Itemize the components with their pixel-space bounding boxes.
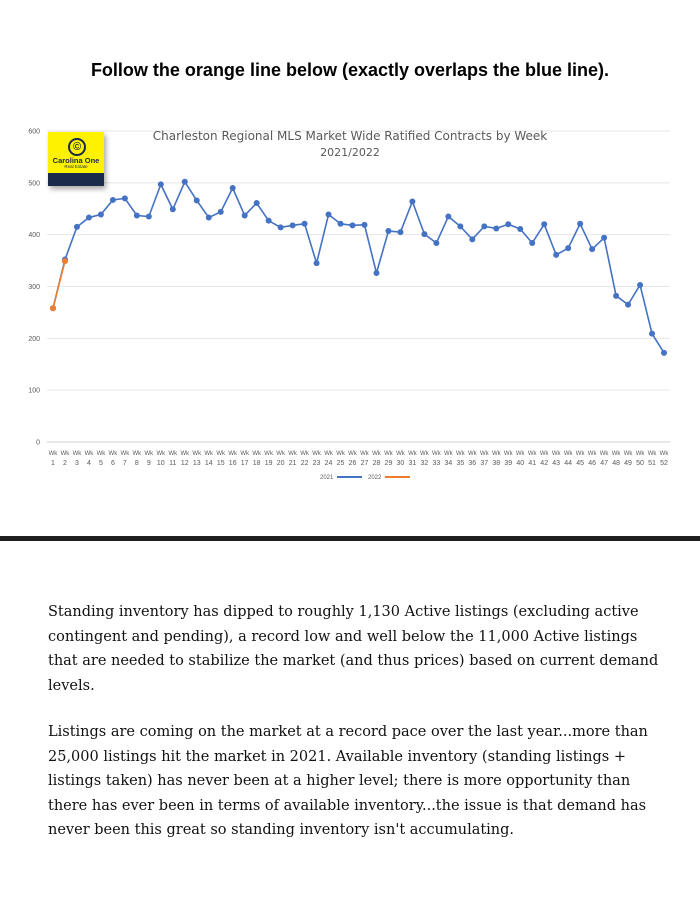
x-tick-prefix: Wk	[48, 451, 58, 457]
x-tick-prefix: Wk	[264, 451, 273, 457]
x-tick-prefix: Wk	[432, 451, 441, 457]
x-tick-prefix: Wk	[120, 451, 130, 457]
chart-subtitle: 2021/2022	[320, 146, 380, 159]
x-tick-prefix: Wk	[659, 451, 669, 457]
data-point-2021	[409, 198, 415, 204]
x-tick-prefix: Wk	[180, 451, 190, 457]
x-tick-prefix: Wk	[192, 451, 202, 457]
data-point-2021	[122, 195, 128, 201]
legend-label-2021: 2021	[320, 475, 334, 481]
data-point-2021	[445, 214, 451, 220]
y-tick-label: 600	[28, 128, 40, 136]
x-tick-label: 40	[516, 460, 525, 467]
x-tick-label: 37	[480, 460, 489, 467]
x-tick-prefix: Wk	[96, 451, 106, 457]
data-point-2021	[589, 246, 595, 252]
y-tick-label: 500	[28, 180, 40, 188]
data-point-2021	[481, 223, 487, 229]
x-tick-label: 45	[576, 460, 585, 467]
x-tick-label: 1	[51, 460, 55, 467]
data-point-2021	[457, 223, 463, 229]
data-point-2021	[649, 331, 655, 337]
x-tick-prefix: Wk	[408, 451, 417, 457]
y-tick-label: 200	[28, 335, 40, 343]
y-tick-label: 100	[28, 387, 40, 395]
x-tick-label: 21	[288, 460, 297, 467]
data-point-2021	[242, 212, 248, 218]
data-point-2021	[361, 222, 367, 228]
data-point-2021	[110, 197, 116, 203]
data-point-2021	[661, 350, 667, 356]
x-tick-label: 11	[169, 460, 177, 467]
x-tick-prefix: Wk	[467, 451, 477, 457]
x-tick-prefix: Wk	[503, 451, 513, 457]
x-tick-label: 2	[63, 460, 67, 467]
x-tick-label: 15	[216, 460, 225, 467]
x-tick-prefix: Wk	[312, 451, 321, 457]
x-tick-label: 23	[312, 460, 321, 467]
chart-svg	[0, 120, 700, 490]
data-point-2021	[290, 222, 296, 228]
data-point-2021	[505, 221, 511, 227]
x-tick-label: 10	[156, 460, 165, 467]
data-point-2021	[230, 185, 236, 191]
data-point-2021	[601, 235, 607, 241]
x-tick-label: 20	[276, 460, 285, 467]
x-tick-label: 42	[540, 460, 549, 467]
data-point-2021	[98, 211, 104, 217]
x-tick-prefix: Wk	[60, 451, 70, 457]
x-tick-label: 13	[192, 460, 201, 467]
x-tick-prefix: Wk	[444, 451, 453, 457]
x-tick-label: 46	[588, 460, 597, 467]
x-tick-label: 9	[146, 460, 151, 467]
x-tick-label: 14	[204, 460, 213, 467]
paragraph-inventory: Standing inventory has dipped to roughly 1,130 Active listings (excluding active contingent and pending), a record low and well below the 11,000 Active listings that are needed to stabilize the market (and thus prices) based on current demand levels.	[48, 604, 659, 694]
data-point-2021	[350, 222, 356, 228]
x-tick-prefix: Wk	[336, 451, 345, 457]
x-tick-label: 8	[134, 460, 139, 467]
x-tick-prefix: Wk	[599, 451, 609, 457]
x-tick-prefix: Wk	[587, 451, 597, 457]
x-tick-label: 31	[408, 460, 417, 467]
x-tick-prefix: Wk	[515, 451, 525, 457]
x-tick-prefix: Wk	[396, 451, 405, 457]
x-tick-label: 35	[456, 460, 465, 467]
data-point-2021	[338, 221, 344, 227]
x-tick-prefix: Wk	[276, 451, 285, 457]
series-line-2021	[53, 182, 664, 353]
x-tick-label: 39	[504, 460, 513, 467]
x-tick-prefix: Wk	[156, 451, 166, 457]
data-point-2021	[194, 197, 200, 203]
x-tick-label: 6	[110, 460, 115, 467]
x-tick-label: 30	[396, 460, 405, 467]
x-tick-prefix: Wk	[240, 451, 250, 457]
x-tick-label: 26	[348, 460, 357, 467]
x-tick-prefix: Wk	[216, 451, 226, 457]
x-tick-prefix: Wk	[132, 451, 142, 457]
x-tick-label: 33	[432, 460, 441, 467]
paragraph-listings: Listings are coming on the market at a record pace over the last year...more than 25,000 listings hit the market in 2021. Available inventory (standing listings + listings taken) has never been at a higher level; there is more opportunity than there has ever been in terms of available inventory...the issue is that demand has never been this great so standing inventory isn't accumulating.	[48, 724, 648, 838]
data-point-2021	[182, 179, 188, 185]
x-tick-prefix: Wk	[360, 451, 369, 457]
data-point-2021	[613, 293, 619, 299]
x-tick-prefix: Wk	[456, 451, 465, 457]
data-point-2021	[170, 206, 176, 212]
y-tick-label: 300	[28, 284, 40, 291]
data-point-2021	[541, 221, 547, 227]
legend-label-2022: 2022	[368, 475, 382, 481]
x-tick-prefix: Wk	[324, 451, 333, 457]
x-tick-label: 3	[74, 460, 79, 467]
x-tick-prefix: Wk	[551, 451, 561, 457]
logo-name: Carolina One	[52, 156, 100, 165]
data-point-2021	[218, 209, 224, 215]
x-tick-prefix: Wk	[647, 451, 657, 457]
x-tick-label: 32	[420, 460, 429, 467]
logo-band	[48, 173, 104, 186]
x-tick-prefix: Wk	[635, 451, 645, 457]
x-tick-label: 43	[552, 460, 561, 467]
data-point-2021	[86, 215, 92, 221]
data-point-2021	[397, 229, 403, 235]
x-tick-label: 25	[336, 460, 345, 467]
x-tick-label: 5	[98, 460, 103, 467]
data-point-2021	[158, 181, 164, 187]
x-tick-label: 27	[360, 460, 369, 467]
x-tick-prefix: Wk	[420, 451, 429, 457]
x-tick-prefix: Wk	[72, 451, 82, 457]
data-point-2022	[62, 258, 68, 264]
data-point-2021	[637, 282, 643, 288]
x-tick-prefix: Wk	[228, 451, 238, 457]
x-tick-label: 29	[384, 460, 393, 467]
data-point-2021	[565, 245, 571, 251]
x-tick-prefix: Wk	[611, 451, 621, 457]
x-tick-prefix: Wk	[204, 451, 214, 457]
data-point-2021	[385, 228, 391, 234]
x-tick-prefix: Wk	[491, 451, 501, 457]
data-point-2021	[254, 200, 260, 206]
carolina-one-logo	[48, 132, 104, 186]
x-tick-label: 51	[648, 460, 656, 467]
x-tick-label: 49	[624, 460, 632, 467]
line-chart	[0, 120, 700, 490]
data-point-2021	[74, 224, 80, 230]
x-tick-label: 50	[636, 460, 644, 467]
data-point-2021	[146, 214, 152, 220]
y-tick-label: 400	[28, 232, 40, 240]
x-tick-label: 28	[372, 460, 381, 467]
data-point-2021	[278, 224, 284, 230]
x-tick-label: 52	[660, 460, 668, 467]
data-point-2021	[517, 226, 523, 232]
x-tick-label: 16	[228, 460, 237, 467]
section-divider	[0, 536, 700, 541]
x-tick-prefix: Wk	[479, 451, 489, 457]
x-tick-label: 38	[492, 460, 501, 467]
data-point-2022	[50, 305, 56, 311]
data-point-2021	[577, 221, 583, 227]
data-point-2021	[134, 212, 140, 218]
x-tick-prefix: Wk	[384, 451, 393, 457]
x-tick-prefix: Wk	[539, 451, 549, 457]
x-tick-label: 36	[468, 460, 477, 467]
article-body	[48, 600, 663, 865]
data-point-2021	[206, 215, 212, 221]
x-tick-prefix: Wk	[563, 451, 573, 457]
x-tick-prefix: Wk	[527, 451, 537, 457]
x-tick-prefix: Wk	[288, 451, 297, 457]
copyright-logo-icon: ©	[68, 138, 86, 156]
data-point-2021	[553, 252, 559, 258]
x-tick-prefix: Wk	[348, 451, 357, 457]
data-point-2021	[625, 302, 631, 308]
data-point-2021	[326, 211, 332, 217]
chart-title: Charleston Regional MLS Market Wide Ratified Contracts by Week	[152, 129, 548, 143]
data-point-2021	[302, 221, 308, 227]
x-tick-prefix: Wk	[252, 451, 261, 457]
x-tick-label: 17	[240, 460, 249, 467]
data-point-2021	[529, 240, 535, 246]
x-tick-prefix: Wk	[575, 451, 585, 457]
series-line-2022	[53, 261, 65, 308]
x-tick-label: 41	[528, 460, 537, 467]
y-tick-label: 0	[36, 439, 40, 447]
data-point-2021	[433, 240, 439, 246]
x-tick-label: 44	[564, 460, 573, 467]
data-point-2021	[421, 231, 427, 237]
x-tick-label: 12	[180, 460, 189, 467]
x-tick-prefix: Wk	[300, 451, 309, 457]
x-tick-prefix: Wk	[168, 451, 178, 457]
x-tick-label: 48	[612, 460, 620, 467]
x-tick-label: 34	[444, 460, 453, 467]
page-headline: Follow the orange line below (exactly overlaps the blue line).	[90, 60, 610, 80]
data-point-2021	[493, 225, 499, 231]
x-tick-label: 4	[86, 460, 91, 467]
data-point-2021	[266, 218, 272, 224]
logo-subtitle: Real Estate	[64, 164, 88, 169]
x-tick-label: 19	[264, 460, 273, 467]
data-point-2021	[373, 270, 379, 276]
x-tick-prefix: Wk	[372, 451, 381, 457]
x-tick-prefix: Wk	[108, 451, 118, 457]
x-tick-prefix: Wk	[623, 451, 633, 457]
x-tick-label: 22	[300, 460, 309, 467]
data-point-2021	[314, 260, 320, 266]
x-tick-prefix: Wk	[144, 451, 154, 457]
data-point-2021	[469, 236, 475, 242]
x-tick-label: 18	[252, 460, 261, 467]
x-tick-prefix: Wk	[84, 451, 94, 457]
x-tick-label: 24	[324, 460, 333, 467]
x-tick-label: 47	[600, 460, 609, 467]
x-tick-label: 7	[122, 460, 127, 467]
